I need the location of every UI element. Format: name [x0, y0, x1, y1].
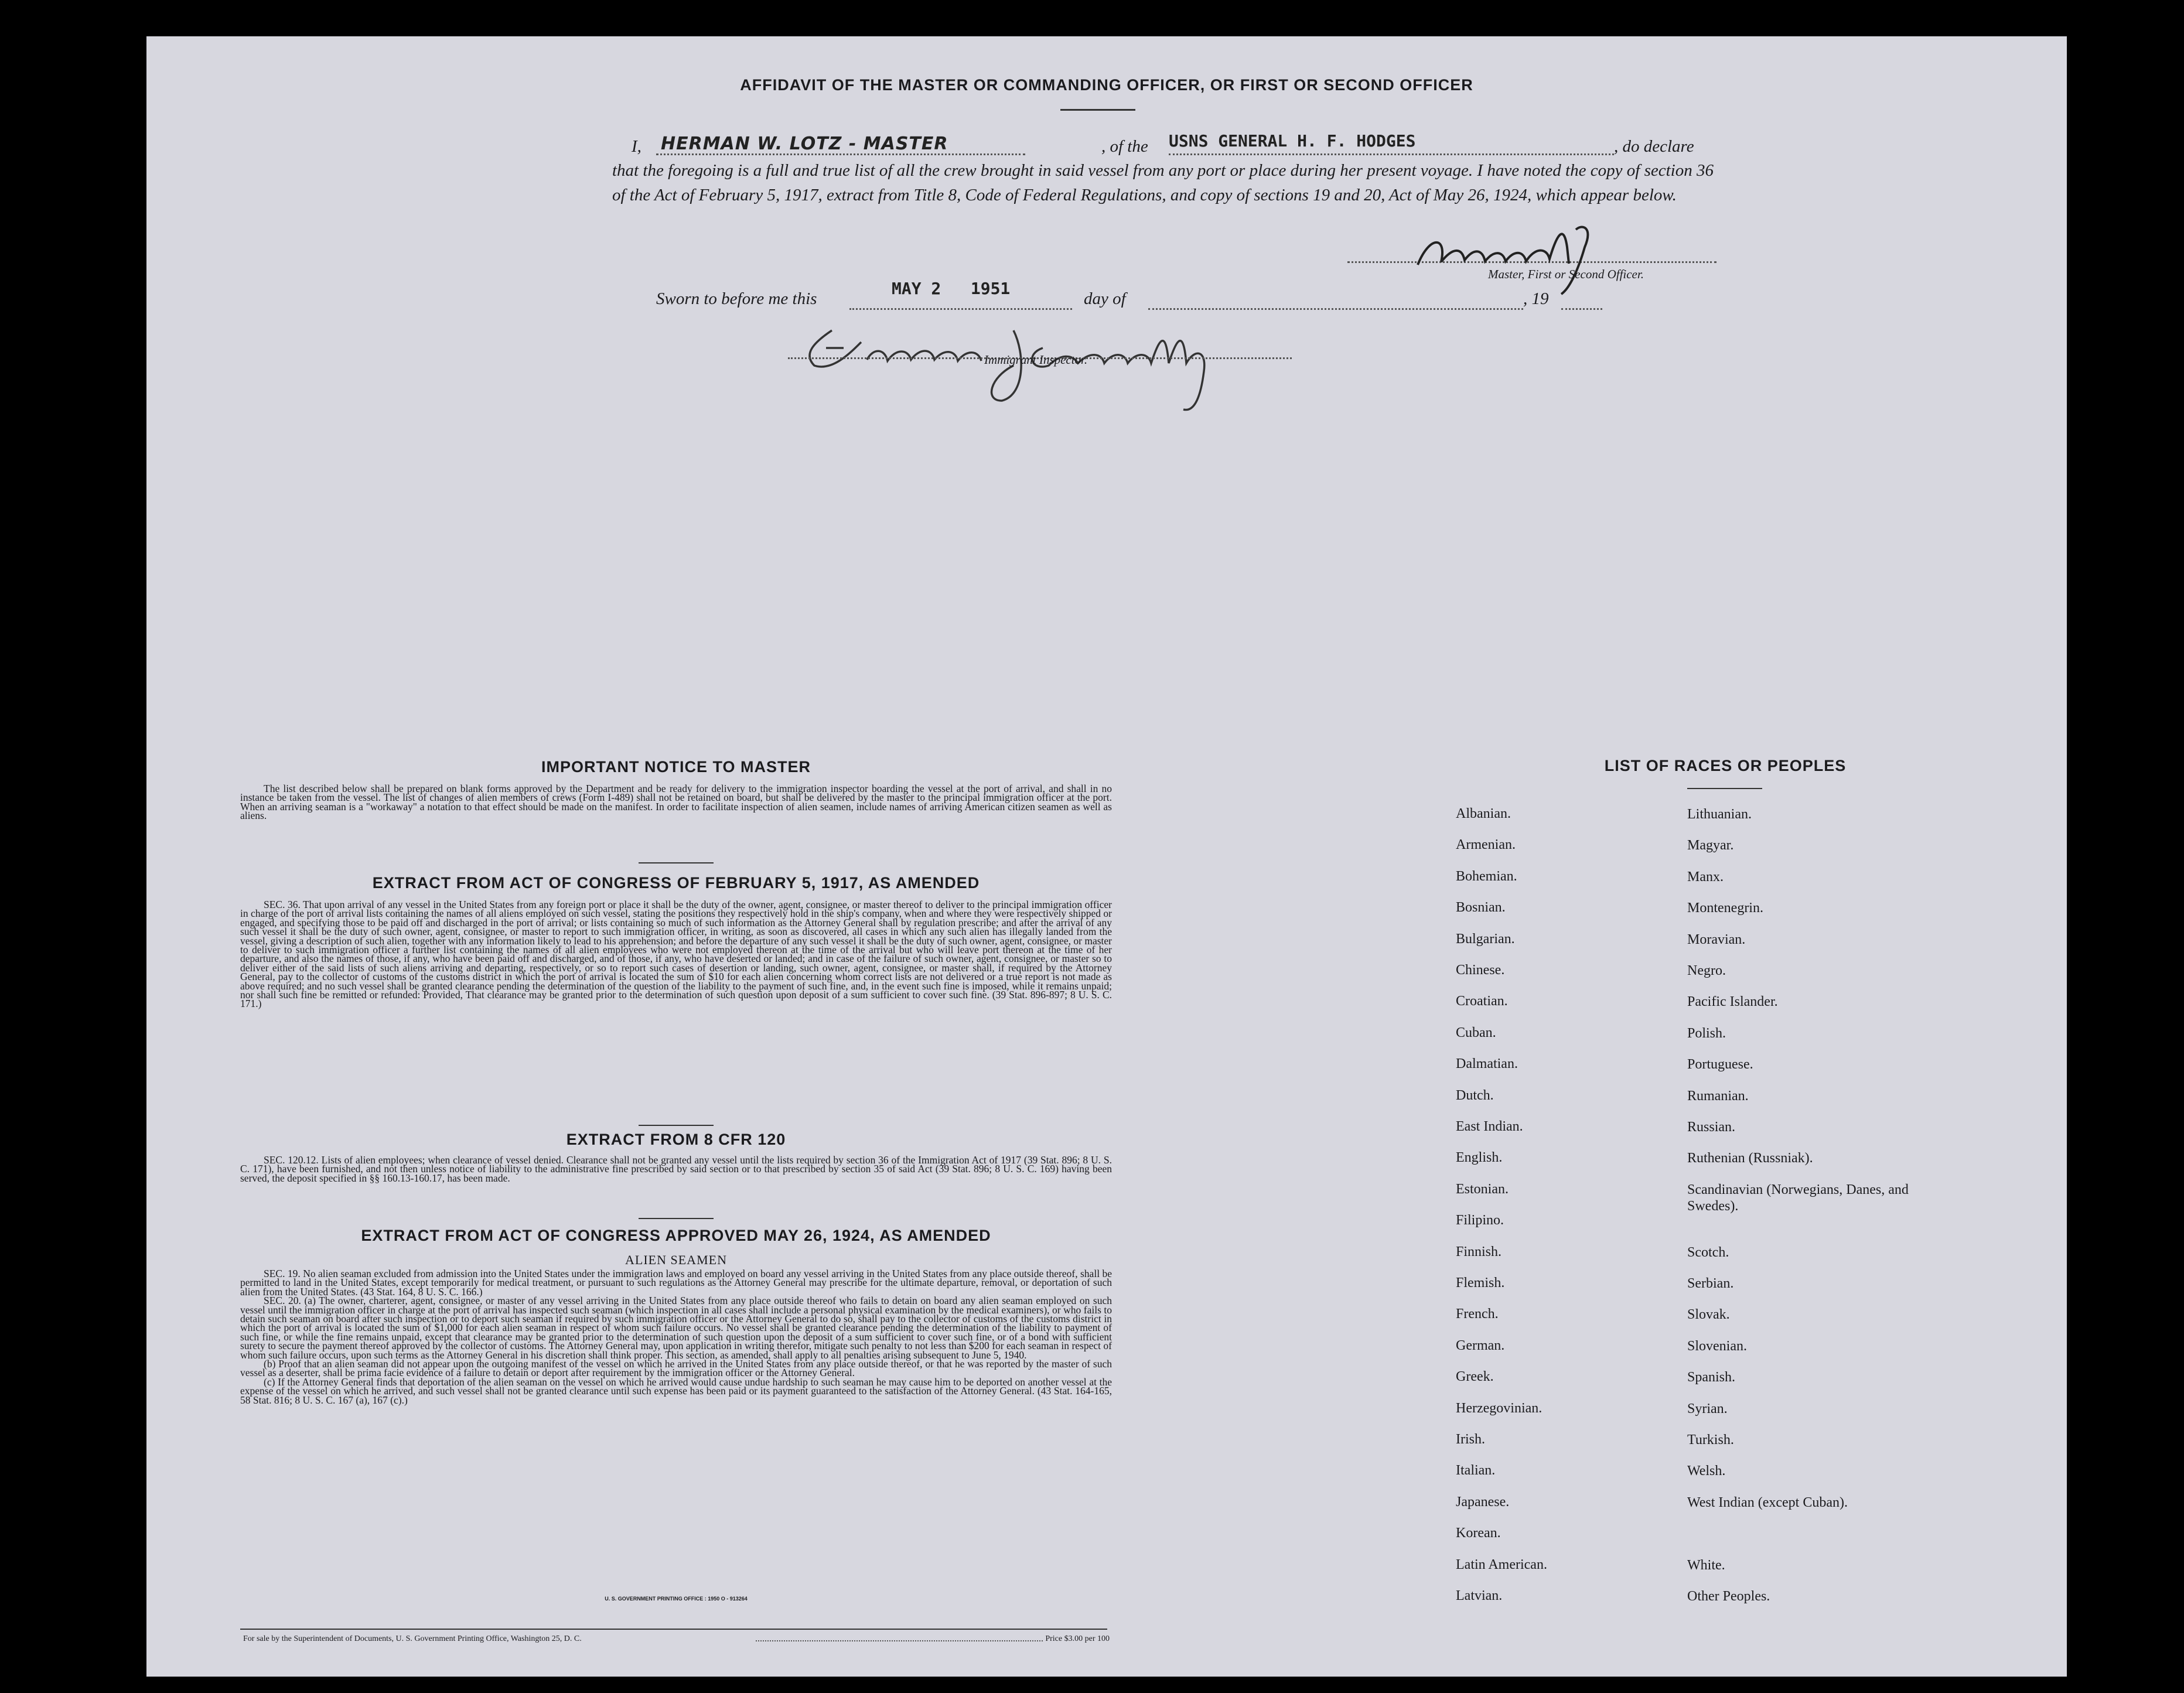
race-item: Montenegrin. — [1687, 900, 1763, 916]
race-item: Latin American. — [1456, 1557, 1547, 1572]
race-item: Greek. — [1456, 1369, 1494, 1385]
footer-leader-dots — [756, 1640, 1043, 1641]
race-item: Dutch. — [1456, 1087, 1494, 1103]
race-item: Latvian. — [1456, 1588, 1503, 1603]
punch-hole — [2083, 1094, 2111, 1122]
race-item: Bulgarian. — [1456, 931, 1515, 947]
race-item: Flemish. — [1456, 1275, 1505, 1291]
race-item: Serbian. — [1687, 1276, 1734, 1291]
punch-hole — [2074, 579, 2102, 607]
race-item: Herzegovinian. — [1456, 1400, 1543, 1416]
race-item: Turkish. — [1687, 1432, 1734, 1448]
punch-hole — [2083, 1549, 2111, 1577]
punch-hole — [2083, 1456, 2111, 1484]
races-title: LIST OF RACES OR PEOPLES — [1604, 757, 1847, 774]
punch-hole — [2074, 210, 2102, 238]
footer-sale-text: For sale by the Superintendent of Documents, U. S. Government Printing Office, Washington 25, D. C. — [243, 1634, 582, 1643]
race-item: Japanese. — [1456, 1494, 1510, 1510]
race-item: East Indian. — [1456, 1119, 1523, 1134]
extract-1917-title: EXTRACT FROM ACT OF CONGRESS OF FEBRUARY 5, 1917, AS AMENDED — [372, 874, 980, 892]
day-of-text: day of — [1084, 289, 1126, 308]
race-item: Italian. — [1456, 1463, 1496, 1479]
extract-1924-subtitle: ALIEN SEAMEN — [625, 1252, 727, 1267]
race-item: Dalmatian. — [1456, 1056, 1518, 1072]
races-title-rule — [1687, 788, 1762, 789]
race-item: Syrian. — [1687, 1401, 1728, 1416]
affidavit-title: AFFIDAVIT OF THE MASTER OR COMMANDING OFFICER, OR FIRST OR SECOND OFFICER — [740, 76, 1473, 94]
race-item: Bohemian. — [1456, 868, 1517, 884]
race-item: Scandinavian (Norwegians, Danes, and Swedes). — [1687, 1182, 1909, 1214]
race-item: Finnish. — [1456, 1244, 1502, 1259]
race-item: Russian. — [1687, 1119, 1736, 1135]
race-item: Scotch. — [1687, 1244, 1729, 1260]
notice-rule — [639, 862, 714, 863]
affidavit-line1-prefix: I, — [632, 137, 641, 156]
race-item: Manx. — [1687, 869, 1724, 885]
race-item: Croatian. — [1456, 994, 1508, 1009]
notice-title: IMPORTANT NOTICE TO MASTER — [541, 758, 811, 776]
race-item: Slovenian. — [1687, 1338, 1747, 1354]
race-item: White. — [1687, 1557, 1725, 1573]
race-item: English. — [1456, 1150, 1503, 1166]
race-item: Filipino. — [1456, 1213, 1504, 1228]
punch-hole — [2074, 484, 2102, 512]
sworn-year-line — [1561, 308, 1602, 310]
extract-cfr-rule — [639, 1218, 714, 1219]
of-the-text: , of the — [1101, 137, 1148, 156]
sec-20a-paragraph: SEC. 20. (a) The owner, charterer, agent, consignee, or master of any vessel arriving in the United States from any place outside thereof who fails to detain on board any alien seaman employed on such vessel until the immigration officer in charge at the port of arrival has inspected such seaman (which inspection in all cases shall include a personal physical examination by the medical examiners), or who fails to detain such seaman on board after such inspection or to deport such seaman if required by such immigration officer or the Attorney General to do so, shall pay to the collector of customs of the customs district in which the port of arrival is located the sum of $1,000 for each alien seaman in respect of whom such failure occurs. No vessel shall be granted clearance pending the determination of the liability to payment of such fine, or while the fine remains unpaid, except that clearance may be granted prior to the determination of such question upon the deposit of a sum sufficient to cover such fine, or of a bond with sufficient surety to secure the payment thereof approved by the collector of customs. The Attorney General may, upon application in writing therefor, mitigate such penalty to not less than $200 for each seaman in respect of whom such failure occurs, upon such terms as the Attorney General in his discretion shall think proper. This section, as amended, shall apply to all penalties arising subsequent to June 5, 1940. — [240, 1295, 1112, 1361]
race-item: Spanish. — [1687, 1370, 1736, 1385]
master-signature — [1406, 212, 1652, 300]
race-item: Moravian. — [1687, 931, 1746, 947]
sec-20b-paragraph: (b) Proof that an alien seaman did not appear upon the outgoing manifest of the vessel on which he arrived in the United States from any place outside thereof, or that he was reported by the master of such vessel as a deserter, shall be prima facie evidence of a failure to detain or deport after requirement by the immigration officer or the Attorney General. — [240, 1358, 1112, 1379]
race-item: Irish. — [1456, 1432, 1485, 1447]
vessel-name-line — [1169, 153, 1614, 155]
officer-caption: Master, First or Second Officer. — [1488, 267, 1644, 281]
race-item: Albanian. — [1456, 806, 1511, 821]
punch-hole — [2083, 1187, 2111, 1215]
race-item: Slovak. — [1687, 1307, 1730, 1323]
race-item: Lithuanian. — [1687, 807, 1752, 822]
vessel-name-typed: USNS GENERAL H. F. HODGES — [1169, 131, 1416, 151]
sec-20c-paragraph: (c) If the Attorney General finds that deportation of the alien seaman on the vessel on which he arrived would cause undue hardship to such seaman he may cause him to be deported on another vessel at the expense of the vessel on which he arrived, and such vessel shall not be granted clearance until such expense has been paid or its payment guaranteed to the satisfaction of the Attorney General. (43 Stat. 164-165, 58 Stat. 816; 8 U. S. C. 167 (a), 167 (c).) — [240, 1375, 1112, 1406]
extract-1917-text: SEC. 36. That upon arrival of any vessel in the United States from any foreign port or place it shall be the duty of the owner, agent, consignee, or master thereof to deliver to the principal immigration officer in charge of the port of arrival lists containing the names of all aliens employed on such vessel, stating the positions they respectively hold in the ship's company, when and where they were respectively shipped or engaged, and specifying those to be paid off and discharged in the port of arrival; or lists containing so much of such information as the Attorney General shall by regulation prescribe; and after the arrival of any such vessel it shall be the duty of such owner, agent, consignee, or master to report to such immigration officer, in writing, as soon as discovered, all cases in which any such alien has illegally landed from the vessel, giving a description of such alien, together with any information likely to lead to his apprehension; and before the departure of any such vessel it shall be the duty of such owner, agent, consignee, or master to deliver to such immigration officer a further list containing the names of all alien employees who were not employed thereon at the time of the arrival but who will leave port thereon at the time of her departure, and also the names of those, if any, who have been paid off and discharged, and of those, if any, who have deserted or landed; and in case of the failure of such owner, agent, consignee, or master so to deliver either of the said lists of such aliens arriving and departing, respectively, or so to report such cases of desertion or landing, such owner, agent, consignee, or master shall, if required by the Attorney General, pay to the collector of customs of the customs district in which the port of arrival is located the sum of $10 for each alien concerning whom correct lists are not delivered or a true report is not made as above required; and no such vessel shall be granted clearance pending the determination of the question of the liability to the payment of such fine, and, in the event such fine is imposed, while it remains unpaid; nor shall such fine be remitted or refunded: Provided, That clearance may be granted prior to the determination of such question upon deposit of a sum sufficient to cover such fine. (39 Stat. 896-897; 8 U. S. C. 171.) — [240, 899, 1112, 1010]
race-item: Chinese. — [1456, 962, 1505, 978]
race-item: Magyar. — [1687, 838, 1734, 854]
race-item: Armenian. — [1456, 837, 1516, 853]
master-name-handwritten: HERMAN W. LOTZ - MASTER — [661, 134, 948, 154]
race-item: Estonian. — [1456, 1181, 1509, 1197]
extract-1924-text — [240, 1269, 1112, 1405]
race-item: Ruthenian (Russniak). — [1687, 1151, 1813, 1166]
inspector-caption: Immigrant Inspector. — [984, 353, 1088, 367]
extract-1917-rule — [639, 1125, 714, 1126]
race-item: Pacific Islander. — [1687, 994, 1778, 1010]
race-item: Portuguese. — [1687, 1057, 1753, 1073]
notice-text: The list described below shall be prepared on blank forms approved by the Department and be ready for delivery to the immigration inspector boarding the vessel at the port of arrival, and shall in no instance be taken from the vessel. The list of changes of alien members of crews (Form I-489) shall not be retained on board, but shall be delivered by the master to the principal immigration officer at the port. When an arriving seaman is a "workaway" a notation to that effect should be made on the manifest. In order to facilitate inspection of alien seamen, include names of arriving American citizen seamen as well as aliens. — [240, 783, 1112, 822]
sworn-date-stamp: MAY 2 1951 — [892, 279, 1011, 298]
race-item: Bosnian. — [1456, 900, 1506, 916]
extract-cfr-title: EXTRACT FROM 8 CFR 120 — [566, 1131, 786, 1148]
race-item: Negro. — [1687, 963, 1726, 978]
footer-rule — [240, 1629, 1107, 1630]
race-item: Other Peoples. — [1687, 1589, 1770, 1604]
year-prefix: , 19 — [1523, 289, 1549, 308]
do-declare-text: , do declare — [1614, 137, 1694, 156]
race-item: French. — [1456, 1306, 1499, 1322]
extract-1924-title: EXTRACT FROM ACT OF CONGRESS APPROVED MAY 26, 1924, AS AMENDED — [361, 1227, 991, 1244]
affidavit-body: that the foregoing is a full and true list of all the crew brought in said vessel from any port or place during her present voyage. I have noted the copy of section 36 of the Act of February 5, 1917, extract from Title 8, Code of Federal Regulations, and copy of sections 19 and 20, Act of May 26, 1924, which appear below. — [612, 161, 1714, 204]
footer-price: Price $3.00 per 100 — [1045, 1634, 1110, 1643]
punch-hole — [2074, 117, 2102, 145]
race-item: Polish. — [1687, 1025, 1726, 1041]
race-item: Korean. — [1456, 1525, 1501, 1541]
race-item: Cuban. — [1456, 1025, 1496, 1040]
affidavit-title-rule — [1060, 109, 1135, 111]
race-item: Rumanian. — [1687, 1088, 1749, 1104]
extract-cfr-text: SEC. 120.12. Lists of alien employees; when clearance of vessel denied. Clearance shall not be granted any vessel until the lists required by section 36 of the Immigration Act of 1917 (39 Stat. 896; 8 U. S. C. 171), have been furnished, and not then unless notice of liability to the administrative fine prescribed by said section or to that prescribed by section 35 of said Act (39 Stat. 896; 8 U. S. C. 169) having been served, the deposit specified in §§ 160.13-160.17, has been made. — [240, 1154, 1112, 1184]
sworn-prefix: Sworn to before me this — [656, 289, 817, 308]
race-item: German. — [1456, 1337, 1505, 1353]
document-page — [146, 36, 2067, 1677]
master-name-line — [656, 153, 1025, 155]
printing-office-imprint: U. S. GOVERNMENT PRINTING OFFICE : 1950 O - 913264 — [605, 1596, 748, 1602]
race-item: Welsh. — [1687, 1463, 1726, 1479]
race-item: West Indian (except Cuban). — [1687, 1494, 1848, 1510]
sec-19-paragraph: SEC. 19. No alien seaman excluded from admission into the United States under the immigration laws and employed on board any vessel arriving in the United States from any place outside thereof, shall be permitted to land in the United States, except temporarily for medical treatment, or pursuant to such regulations as the Attorney General may prescribe for the ultimate departure, removal, or deportation of such alien from the United States. (43 Stat. 164, 8 U. S. C. 166.) — [240, 1268, 1112, 1298]
